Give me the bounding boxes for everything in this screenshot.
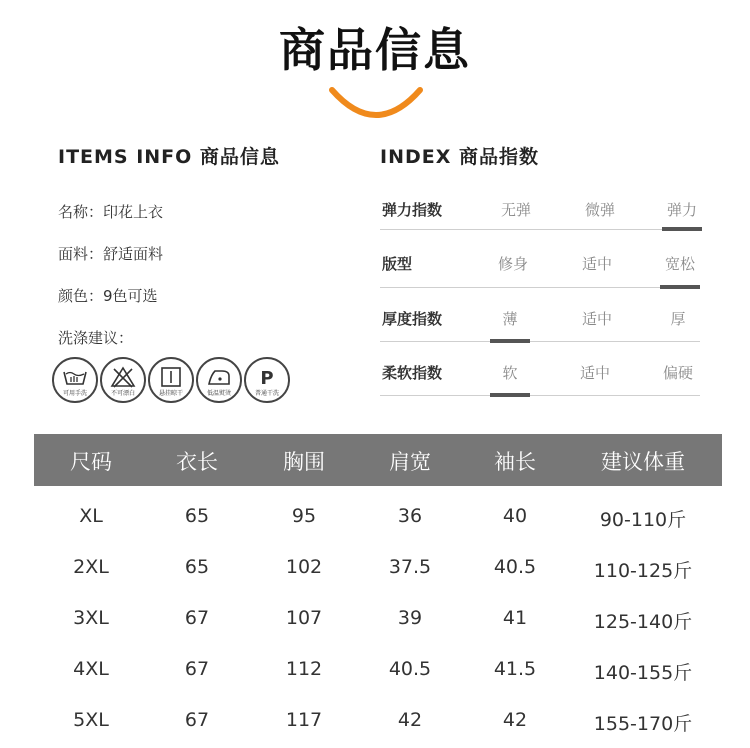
index-marker xyxy=(662,227,702,231)
hang-dry-icon xyxy=(148,357,194,403)
table-cell: 5XL xyxy=(73,709,109,731)
table-cell: 40.5 xyxy=(388,658,432,680)
table-cell: 41 xyxy=(502,607,528,629)
care-caption: 低温熨烫 xyxy=(206,390,231,397)
index-option: 适中 xyxy=(581,255,612,273)
info-color: 颜色：9色可选 xyxy=(58,287,158,305)
smile-decoration-icon xyxy=(326,84,426,120)
table-cell: 37.5 xyxy=(388,556,432,578)
table-cell: 107 xyxy=(285,607,323,629)
index-option: 薄 xyxy=(502,310,518,328)
index-option: 修身 xyxy=(497,255,528,273)
col-header-shoulder: 肩宽 xyxy=(389,450,431,474)
index-option: 适中 xyxy=(581,310,612,328)
table-cell: 42 xyxy=(502,709,528,731)
index-option: 无弹 xyxy=(500,201,531,219)
table-cell: 112 xyxy=(285,658,323,680)
table-cell: 36 xyxy=(397,505,423,527)
col-header-bust: 胸围 xyxy=(283,450,325,474)
index-option: 适中 xyxy=(579,364,610,382)
info-fabric: 面料：舒适面料 xyxy=(58,245,164,263)
table-cell: 67 xyxy=(184,607,210,629)
dry-clean-icon xyxy=(244,357,290,403)
table-cell: 155-170斤 xyxy=(593,713,693,735)
hand-wash-icon xyxy=(52,357,98,403)
index-marker xyxy=(490,393,530,397)
index-option: 弹力 xyxy=(666,201,697,219)
wash-label: 洗涤建议： xyxy=(58,329,134,347)
index-label-fit: 版型 xyxy=(382,255,413,273)
care-caption: 悬挂晾干 xyxy=(158,390,183,397)
table-cell: 65 xyxy=(184,505,210,527)
care-caption: 普通干洗 xyxy=(254,390,279,397)
page-title: 商品信息 xyxy=(279,23,471,77)
index-label-thickness: 厚度指数 xyxy=(382,310,443,328)
care-caption: 可用手洗 xyxy=(62,390,87,397)
table-cell: 102 xyxy=(285,556,323,578)
table-cell: 140-155斤 xyxy=(593,662,693,684)
low-iron-icon xyxy=(196,357,242,403)
col-header-size: 尺码 xyxy=(70,450,112,474)
no-bleach-icon xyxy=(100,357,146,403)
table-cell: 110-125斤 xyxy=(593,560,693,582)
table-cell: 67 xyxy=(184,709,210,731)
table-cell: 117 xyxy=(285,709,323,731)
table-cell: 41.5 xyxy=(493,658,537,680)
table-cell: 40 xyxy=(502,505,528,527)
index-option: 宽松 xyxy=(664,255,695,273)
index-track xyxy=(380,395,700,396)
index-track xyxy=(380,341,700,342)
table-cell: 42 xyxy=(397,709,423,731)
index-option: 厚 xyxy=(670,310,686,328)
index-option: 微弹 xyxy=(584,201,615,219)
col-header-length: 衣长 xyxy=(176,450,218,474)
table-cell: 39 xyxy=(397,607,423,629)
table-cell: 4XL xyxy=(73,658,109,680)
table-cell: 67 xyxy=(184,658,210,680)
col-header-weight: 建议体重 xyxy=(601,450,685,474)
index-label-elasticity: 弹力指数 xyxy=(382,201,443,219)
table-cell: 40.5 xyxy=(493,556,537,578)
index-track xyxy=(380,229,700,230)
index-marker xyxy=(490,339,530,343)
table-cell: 2XL xyxy=(73,556,109,578)
table-cell: 90-110斤 xyxy=(599,509,687,531)
items-info-heading: ITEMS INFO 商品信息 xyxy=(58,146,280,168)
table-cell: 65 xyxy=(184,556,210,578)
index-marker xyxy=(660,285,700,289)
index-option: 软 xyxy=(502,364,518,382)
info-name: 名称：印花上衣 xyxy=(58,203,164,221)
care-icons xyxy=(52,357,290,403)
table-cell: 3XL xyxy=(73,607,109,629)
table-cell: 95 xyxy=(291,505,317,527)
index-label-softness: 柔软指数 xyxy=(382,364,443,382)
table-cell: 125-140斤 xyxy=(593,611,693,633)
col-header-sleeve: 袖长 xyxy=(494,450,536,474)
index-heading: INDEX 商品指数 xyxy=(380,146,539,168)
index-track xyxy=(380,287,700,288)
svg-text:P: P xyxy=(260,368,274,388)
table-cell: XL xyxy=(79,505,103,527)
care-caption: 不可漂白 xyxy=(110,390,135,397)
index-option: 偏硬 xyxy=(662,364,693,382)
